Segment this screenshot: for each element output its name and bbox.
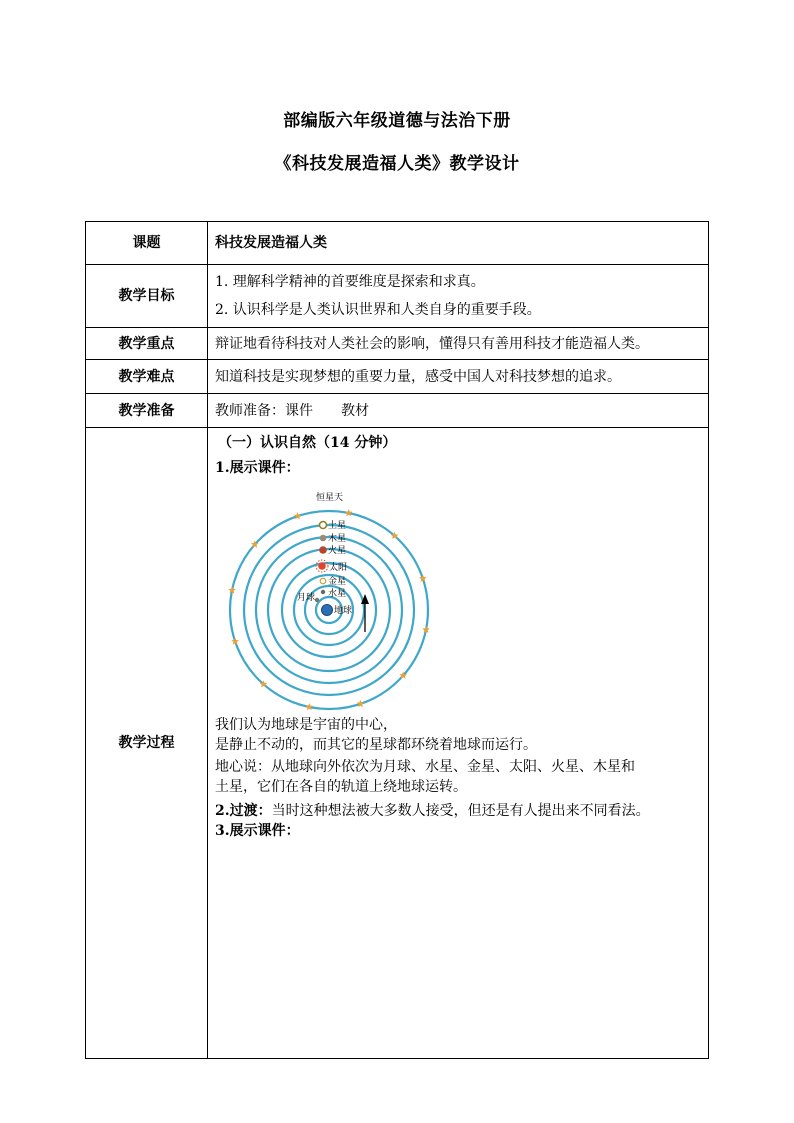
step2-text: 当时这种想法被大多数人接受，但还是有人提出来不同看法。: [271, 803, 650, 819]
geocentric-diagram: [215, 486, 437, 712]
moon-icon: [315, 598, 319, 602]
label-mercury: 水星: [328, 589, 347, 599]
step3-heading: 3.展示课件：: [215, 823, 300, 839]
goal-item: 2. 认识科学是人类认识世界和人类自身的重要手段。: [215, 302, 541, 318]
para1-line2: 是静止不动的，而其它的星球都环绕着地球而运行。: [215, 737, 537, 753]
row-key: [86, 328, 709, 360]
label-earth: 地球: [334, 606, 353, 616]
mercury-icon: [321, 590, 325, 594]
topic-value: 科技发展造福人类: [208, 222, 709, 265]
key-label: 教学重点: [86, 328, 208, 360]
goals-cell: [208, 265, 709, 328]
document-subtitle: 《科技发展造福人类》教学设计: [274, 154, 520, 174]
sun-icon: [318, 562, 326, 570]
label-jupiter: 木星: [328, 534, 347, 544]
step1-heading: 1.展示课件：: [215, 460, 300, 476]
saturn-icon: [320, 522, 327, 529]
jupiter-icon: [320, 535, 327, 542]
prep-value: 教师准备：课件 教材: [208, 394, 709, 428]
mars-icon: [319, 546, 327, 554]
para1-line1: 我们认为地球是宇宙的中心，: [215, 717, 397, 733]
process-label: 教学过程: [86, 428, 208, 1059]
label-moon: 月球: [297, 593, 316, 603]
difficult-value: 知道科技是实现梦想的重要力量，感受中国人对科技梦想的追求。: [208, 360, 709, 394]
para2-line1: 地心说：从地球向外依次为月球、水星、金星、太阳、火星、木星和: [215, 759, 635, 775]
step2-label: 2.过渡：: [215, 803, 272, 819]
label-sun: 太阳: [329, 563, 348, 573]
section-heading: （一）认识自然（14 分钟）: [218, 435, 397, 451]
difficult-label: 教学难点: [86, 360, 208, 394]
row-difficult: [86, 360, 709, 394]
step2-line: [215, 801, 650, 821]
key-value: 辩证地看待科技对人类社会的影响，懂得只有善用科技才能造福人类。: [208, 328, 709, 360]
row-topic: [86, 222, 709, 265]
row-process: [86, 428, 709, 1059]
label-mars: 火星: [328, 546, 347, 556]
row-goals: [86, 265, 709, 328]
para2-line2: 土星，它们在各自的轨道上绕地球运转。: [215, 779, 467, 795]
label-fixed-stars: 恒星天: [316, 493, 344, 503]
process-cell: [208, 428, 709, 1059]
topic-label: 课题: [86, 222, 208, 265]
lesson-plan-table: [85, 221, 709, 1059]
prep-label: 教学准备: [86, 394, 208, 428]
venus-icon: [320, 578, 326, 584]
goal-item: 1. 理解科学精神的首要维度是探索和求真。: [215, 274, 485, 290]
earth-icon: [322, 605, 333, 616]
row-prep: [86, 394, 709, 428]
label-venus: 金星: [328, 577, 347, 587]
document-title: 部编版六年级道德与法治下册: [283, 111, 511, 131]
goals-label: 教学目标: [86, 265, 208, 328]
label-saturn: 土星: [328, 521, 347, 531]
